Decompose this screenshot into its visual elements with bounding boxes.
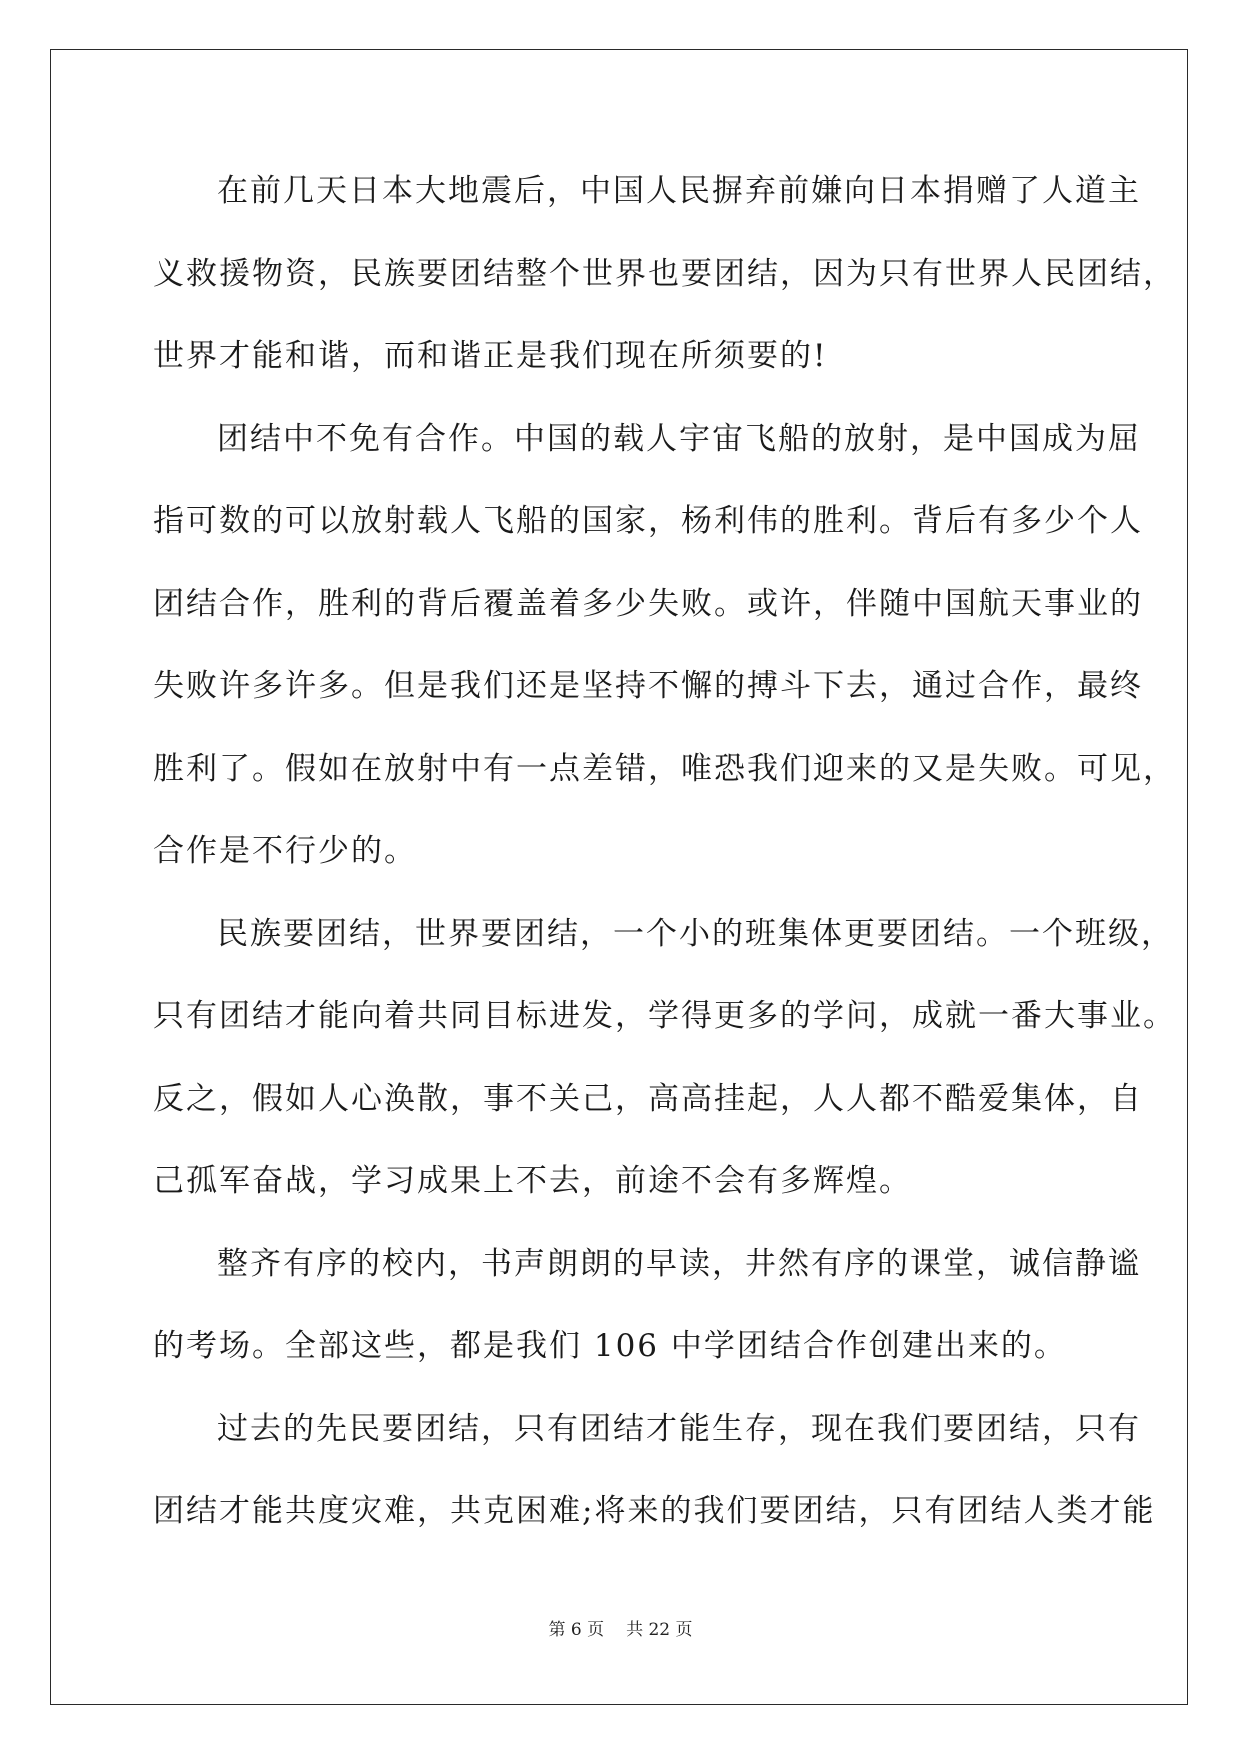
page-number: 第 6 页 [548,1620,605,1640]
text-line: 指可数的可以放射载人飞船的国家，杨利伟的胜利。背后有多少个人 [153,503,1143,539]
text-line: 只有团结才能向着共同目标进发，学得更多的学问，成就一番大事业。 [153,998,1176,1034]
page-total: 共 22 页 [626,1620,693,1640]
text-line: 团结才能共度灾难，共克困难;将来的我们要团结，只有团结人类才能 [153,1493,1156,1529]
text-line: 胜利了。假如在放射中有一点差错，唯恐我们迎来的又是失败。可见， [153,750,1176,787]
text-line: 团结中不免有合作。中国的载人宇宙飞船的放射，是中国成为屈 [217,420,1141,457]
text-line: 在前几天日本大地震后，中国人民摒弃前嫌向日本捐赠了人道主 [217,173,1141,209]
text-line: 失败许多许多。但是我们还是坚持不懈的搏斗下去，通过合作，最终 [153,668,1143,704]
text-line: 过去的先民要团结，只有团结才能生存，现在我们要团结，只有 [217,1410,1141,1447]
page-footer [0,1615,1241,1640]
text-line: 己孤军奋战，学习成果上不去，前途不会有多辉煌。 [153,1163,912,1199]
text-line: 整齐有序的校内，书声朗朗的早读，井然有序的课堂，诚信静谧 [217,1245,1141,1282]
text-line: 团结合作，胜利的背后覆盖着多少失败。或许，伴随中国航天事业的 [153,585,1143,622]
text-line: 反之，假如人心涣散，事不关己，高高挂起，人人都不酷爱集体，自 [153,1080,1143,1117]
text-line: 的考场。全部这些，都是我们 106 中学团结合作创建出来的。 [153,1328,1067,1364]
text-line: 世界才能和谐，而和谐正是我们现在所须要的! [153,338,828,374]
text-line: 义救援物资，民族要团结整个世界也要团结，因为只有世界人民团结， [153,255,1176,292]
text-line: 合作是不行少的。 [153,833,417,869]
text-line: 民族要团结，世界要团结，一个小的班集体更要团结。一个班级， [217,915,1174,952]
document-body [153,150,1176,1553]
